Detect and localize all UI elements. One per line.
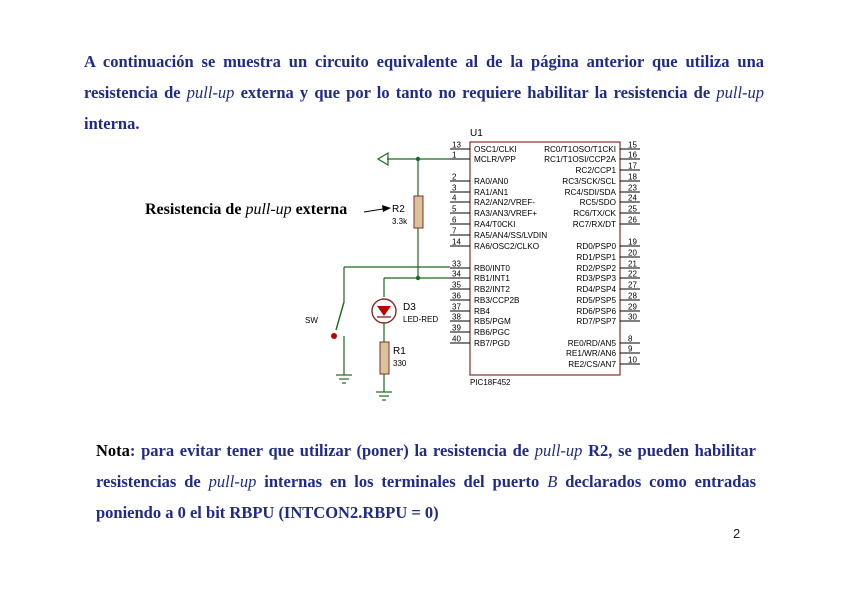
- callout-pullup: pull-up: [245, 201, 292, 218]
- intro-line-1: A continuación se muestra un circuito equivalente al de la página anterior que utiliza una: [84, 52, 764, 71]
- note-text: : para evitar tener que utilizar (poner) la resistencia de: [129, 441, 530, 460]
- r2-resistor-icon: [414, 196, 423, 228]
- chip-pin-name: RA2/AN2/VREF-: [474, 198, 535, 207]
- chip-pin-number: 16: [628, 150, 637, 160]
- r2-ref: R2: [392, 204, 405, 215]
- chip-pin-name: RD7/PSP7: [576, 317, 616, 326]
- chip-pin-name: RD5/PSP5: [576, 296, 616, 305]
- chip-pin-name: RB3/CCP2B: [474, 296, 520, 305]
- switch-contact-icon: [331, 333, 337, 339]
- r1-resistor-icon: [380, 342, 389, 374]
- chip-pin-name: RC6/TX/CK: [573, 209, 616, 218]
- chip-pin-number: 4: [452, 193, 457, 203]
- chip-pin-name: RA5/AN4/SS/LVDIN: [474, 231, 548, 240]
- chip-pin-number: 13: [452, 140, 461, 150]
- chip-pin-number: 37: [452, 302, 461, 312]
- chip-pin-number: 29: [628, 302, 637, 312]
- junction-dot: [416, 276, 420, 280]
- callout-arrowhead: [382, 205, 391, 212]
- chip-pin-name: RB4: [474, 307, 490, 316]
- led-triangle-icon: [377, 306, 391, 316]
- note-line-1: [96, 435, 756, 466]
- chip-pin-number: 27: [628, 280, 637, 290]
- d3-value: LED-RED: [403, 315, 439, 324]
- note-text: declarados como entradas: [565, 472, 757, 491]
- pull-up-term: pull-up: [534, 441, 583, 460]
- chip-right-pins: [544, 141, 640, 370]
- pull-up-term: pull-up: [208, 472, 257, 491]
- chip-pin-name: RB7/PGD: [474, 339, 510, 348]
- r1-ref: R1: [393, 346, 406, 357]
- chip-pin-number: 2: [452, 172, 457, 182]
- chip-part: PIC18F452: [470, 378, 511, 387]
- note-text: R2, se pueden habilitar: [588, 441, 756, 460]
- chip-pin-number: 15: [628, 140, 637, 150]
- chip-pin-name: RD6/PSP6: [576, 307, 616, 316]
- chip-pin-number: 39: [452, 323, 461, 333]
- chip-pin-number: 30: [628, 312, 637, 322]
- sw-ref: SW: [305, 316, 318, 325]
- chip-pin-name: RA6/OSC2/CLKO: [474, 242, 540, 251]
- note-line-3: poniendo a 0 el bit RBPU (INTCON2.RBPU = 0): [96, 503, 439, 522]
- chip-pin-name: RE1/WR/AN6: [565, 349, 616, 358]
- chip-pin-number: 23: [628, 183, 637, 193]
- chip-pin-number: 1: [452, 150, 457, 160]
- note-line-2: [96, 466, 756, 497]
- chip-pin-number: 18: [628, 172, 637, 182]
- r1-value: 330: [393, 359, 407, 368]
- chip-pin-number: 26: [628, 215, 637, 225]
- chip-pin-number: 36: [452, 291, 461, 301]
- pull-up-term: pull-up: [186, 83, 235, 102]
- chip-pin-name: MCLR/VPP: [474, 155, 516, 164]
- chip-pin-number: 33: [452, 259, 461, 269]
- intro-text: externa y que por lo tanto no requiere habilitar la resistencia de: [240, 83, 711, 102]
- chip-pin-name: RE2/CS/AN7: [568, 360, 616, 369]
- switch-lever-icon: [336, 302, 344, 330]
- note-paragraph: [96, 435, 756, 528]
- power-terminal-icon: [378, 153, 388, 165]
- chip-pin-number: 6: [452, 215, 457, 225]
- chip-pin-name: RC7/RX/DT: [572, 220, 616, 229]
- chip-pin-name: RC3/SCK/SCL: [562, 177, 616, 186]
- chip-pin-name: RD1/PSP1: [576, 253, 616, 262]
- chip-pin-number: 9: [628, 344, 633, 354]
- chip-pin-name: OSC1/CLKI: [474, 145, 517, 154]
- chip-pin-name: RC0/T1OSO/T1CKI: [544, 145, 616, 154]
- chip-pin-number: 5: [452, 204, 457, 214]
- chip-pin-number: 10: [628, 355, 637, 365]
- chip-pin-name: RC1/T1OSI/CCP2A: [544, 155, 616, 164]
- chip-pin-name: RC2/CCP1: [575, 166, 616, 175]
- chip-pin-name: RD4/PSP4: [576, 285, 616, 294]
- chip-pin-name: RA0/AN0: [474, 177, 509, 186]
- chip-pin-number: 20: [628, 248, 637, 258]
- chip-ref: U1: [470, 128, 483, 139]
- note-label: Nota: [96, 441, 130, 460]
- chip-pin-name: RD3/PSP3: [576, 274, 616, 283]
- callout-arrow: [364, 209, 383, 212]
- intro-line-3: interna.: [84, 114, 140, 133]
- intro-text: resistencia de: [84, 83, 181, 102]
- r2-value: 3.3k: [392, 217, 408, 226]
- chip-pin-name: RB6/PGC: [474, 328, 510, 337]
- chip-pin-number: 7: [452, 226, 457, 236]
- callout-text: externa: [295, 201, 348, 218]
- chip-pin-number: 28: [628, 291, 637, 301]
- port-letter: B: [547, 472, 558, 491]
- chip-left-pins: [450, 141, 547, 349]
- callout-text: Resistencia de: [145, 201, 242, 218]
- chip-pin-number: 40: [452, 334, 461, 344]
- chip-pin-number: 14: [452, 237, 461, 247]
- chip-pin-number: 19: [628, 237, 637, 247]
- d3-ref: D3: [403, 302, 416, 313]
- note-text: resistencias de: [96, 472, 201, 491]
- chip-pin-number: 25: [628, 204, 637, 214]
- chip-pin-number: 3: [452, 183, 457, 193]
- page-number: 2: [733, 526, 741, 541]
- chip-pin-number: 38: [452, 312, 461, 322]
- chip-pin-name: RA4/T0CKI: [474, 220, 516, 229]
- note-text: internas en los terminales del puerto: [264, 472, 540, 491]
- chip-pin-number: 24: [628, 193, 637, 203]
- chip-pin-number: 8: [628, 334, 633, 344]
- chip-pin-number: 17: [628, 161, 637, 171]
- chip-pin-number: 35: [452, 280, 461, 290]
- chip-pin-name: RB5/PGM: [474, 317, 511, 326]
- chip-pin-name: RB0/INT0: [474, 264, 510, 273]
- chip-pin-name: RA3/AN3/VREF+: [474, 209, 538, 218]
- chip-pin-name: RB1/INT1: [474, 274, 510, 283]
- pull-up-term: pull-up: [716, 83, 765, 102]
- chip-pin-name: RD0/PSP0: [576, 242, 616, 251]
- chip-pin-name: RB2/INT2: [474, 285, 510, 294]
- chip-pin-number: 22: [628, 269, 637, 279]
- chip-pin-number: 21: [628, 259, 637, 269]
- chip-pin-name: RE0/RD/AN5: [567, 339, 616, 348]
- chip-pin-number: 34: [452, 269, 461, 279]
- chip-pin-name: RD2/PSP2: [576, 264, 616, 273]
- chip-pin-name: RA1/AN1: [474, 188, 509, 197]
- chip-pin-name: RC5/SDO: [579, 198, 616, 207]
- chip-pin-name: RC4/SDI/SDA: [564, 188, 616, 197]
